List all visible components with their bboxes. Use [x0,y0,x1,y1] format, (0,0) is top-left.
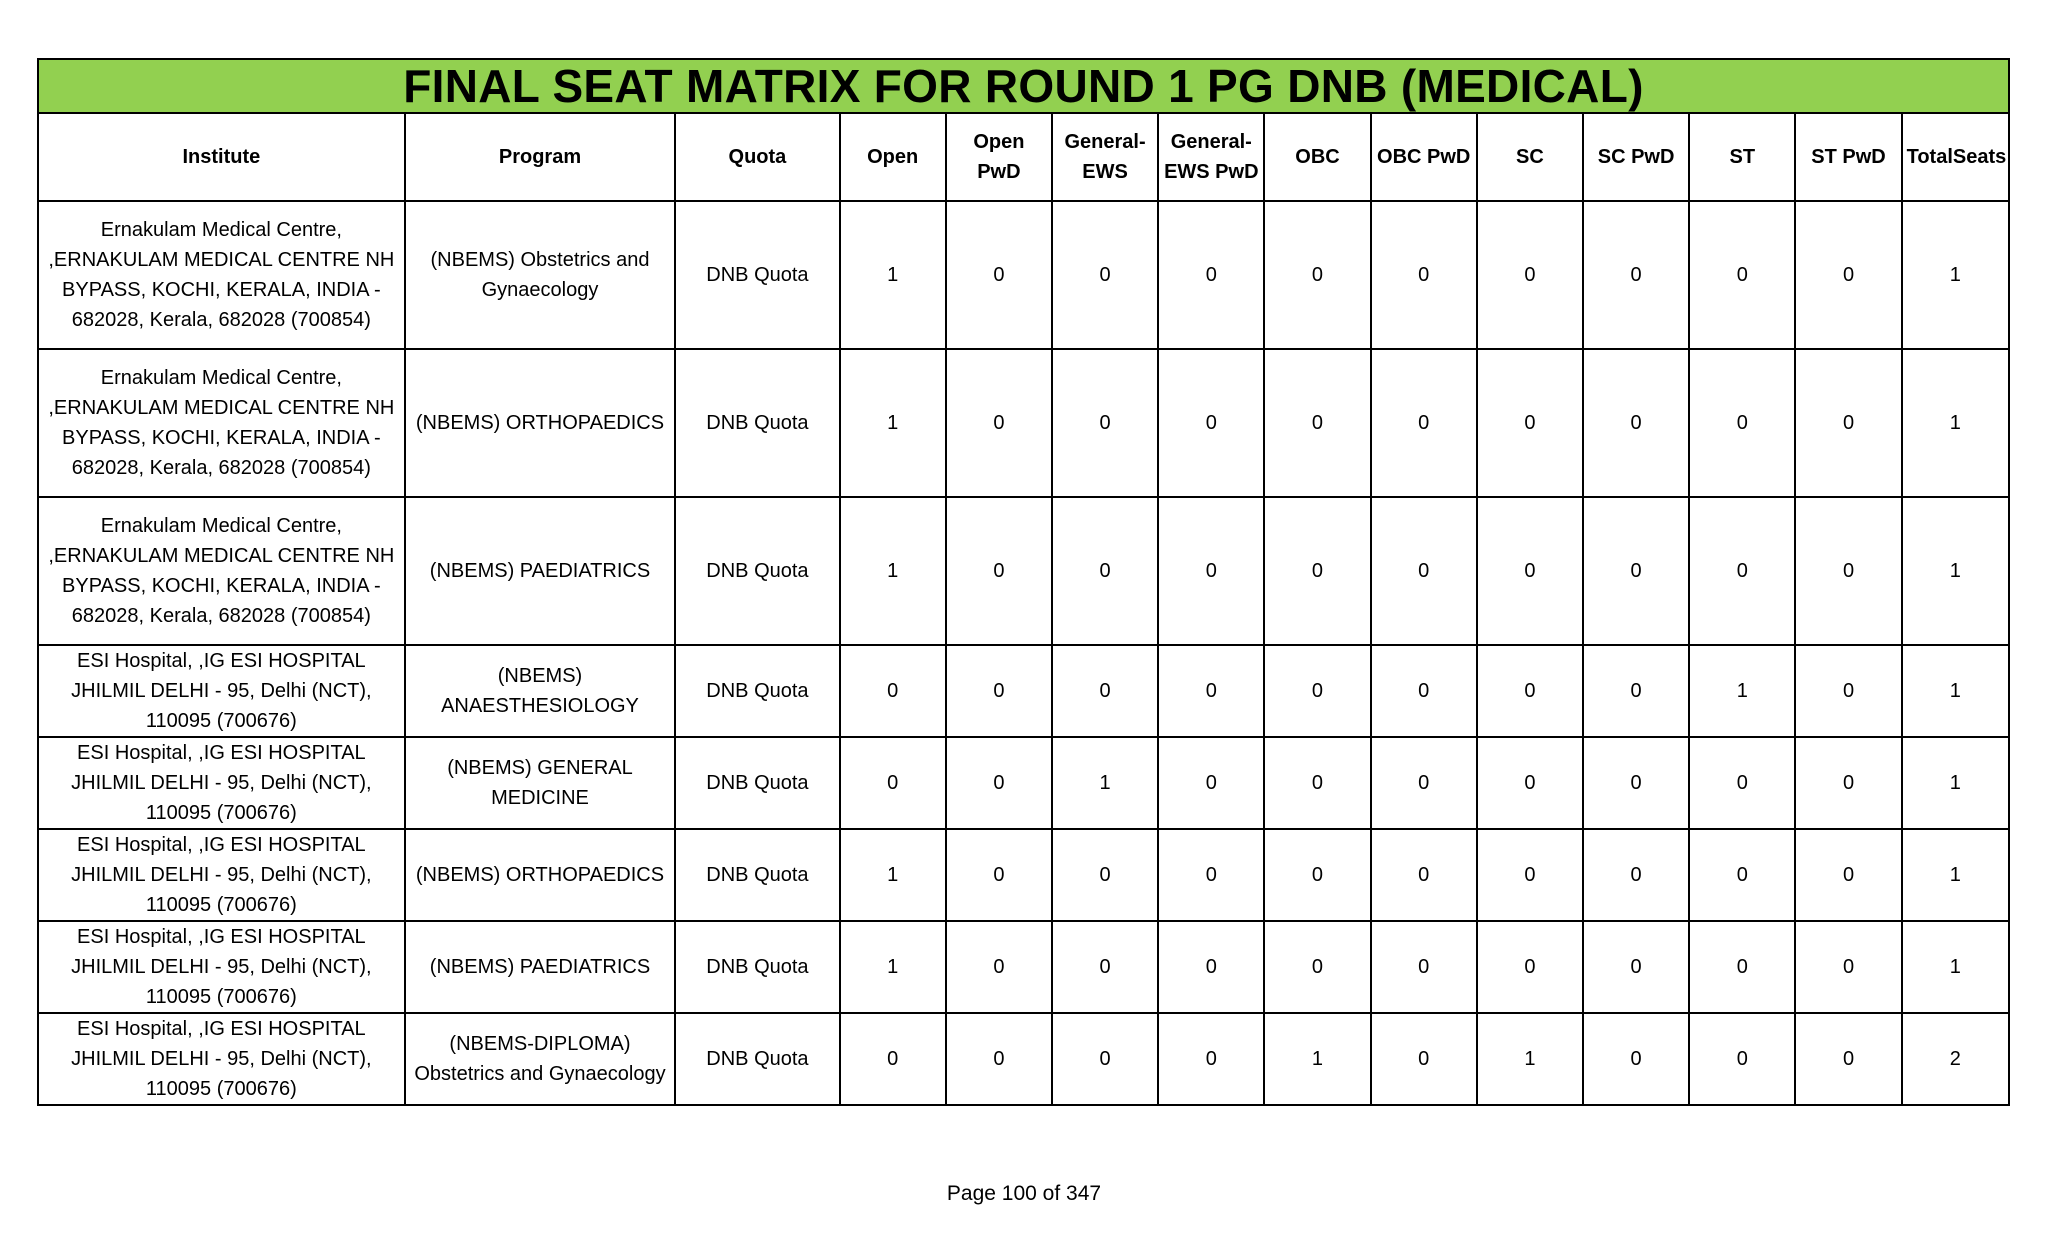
cell-total-seats: 1 [1902,921,2009,1013]
cell-obc: 0 [1264,349,1370,497]
header-institute: Institute [38,113,405,201]
cell-general-ews-pwd: 0 [1158,349,1264,497]
cell-obc: 0 [1264,737,1370,829]
cell-open-pwd: 0 [946,497,1052,645]
cell-st-pwd: 0 [1795,645,1901,737]
table-row [38,201,2009,349]
cell-open: 1 [840,829,946,921]
cell-sc-pwd: 0 [1583,1013,1689,1105]
cell-total-seats: 1 [1902,829,2009,921]
cell-sc: 0 [1477,349,1583,497]
cell-obc-pwd: 0 [1371,645,1477,737]
cell-open: 1 [840,201,946,349]
cell-sc: 0 [1477,737,1583,829]
header-st-pwd: ST PwD [1795,113,1901,201]
cell-open-pwd: 0 [946,201,1052,349]
cell-obc-pwd: 0 [1371,1013,1477,1105]
cell-general-ews-pwd: 0 [1158,921,1264,1013]
cell-st-pwd: 0 [1795,201,1901,349]
cell-quota: DNB Quota [675,737,839,829]
cell-general-ews: 0 [1052,497,1158,645]
cell-general-ews-pwd: 0 [1158,737,1264,829]
header-obc-pwd: OBC PwD [1371,113,1477,201]
cell-institute: Ernakulam Medical Centre, ,ERNAKULAM MEDICAL CENTRE NH BYPASS, KOCHI, KERALA, INDIA - 682028, Kerala, 682028 (700854) [38,497,405,645]
cell-institute: ESI Hospital, ,IG ESI HOSPITAL JHILMIL DELHI - 95, Delhi (NCT), 110095 (700676) [38,1013,405,1105]
cell-general-ews-pwd: 0 [1158,497,1264,645]
cell-sc-pwd: 0 [1583,829,1689,921]
cell-st: 0 [1689,201,1795,349]
cell-total-seats: 2 [1902,1013,2009,1105]
cell-st: 0 [1689,1013,1795,1105]
title-row [38,59,2009,113]
cell-st-pwd: 0 [1795,829,1901,921]
table-row [38,737,2009,829]
cell-sc: 1 [1477,1013,1583,1105]
cell-open-pwd: 0 [946,349,1052,497]
cell-open-pwd: 0 [946,645,1052,737]
cell-open: 1 [840,349,946,497]
cell-general-ews: 1 [1052,737,1158,829]
seat-matrix-table [37,58,2010,1106]
cell-general-ews-pwd: 0 [1158,829,1264,921]
cell-open: 1 [840,921,946,1013]
header-row [38,113,2009,201]
cell-general-ews-pwd: 0 [1158,1013,1264,1105]
cell-general-ews: 0 [1052,1013,1158,1105]
table-row [38,829,2009,921]
header-st: ST [1689,113,1795,201]
cell-sc-pwd: 0 [1583,201,1689,349]
cell-program: (NBEMS) ANAESTHESIOLOGY [405,645,676,737]
cell-open: 1 [840,497,946,645]
cell-open: 0 [840,645,946,737]
cell-obc: 1 [1264,1013,1370,1105]
cell-quota: DNB Quota [675,1013,839,1105]
cell-obc-pwd: 0 [1371,921,1477,1013]
cell-open: 0 [840,1013,946,1105]
cell-sc-pwd: 0 [1583,645,1689,737]
cell-sc-pwd: 0 [1583,921,1689,1013]
header-sc: SC [1477,113,1583,201]
cell-sc: 0 [1477,201,1583,349]
cell-st-pwd: 0 [1795,737,1901,829]
cell-institute: Ernakulam Medical Centre, ,ERNAKULAM MEDICAL CENTRE NH BYPASS, KOCHI, KERALA, INDIA - 682028, Kerala, 682028 (700854) [38,349,405,497]
cell-open: 0 [840,737,946,829]
cell-general-ews: 0 [1052,645,1158,737]
cell-st-pwd: 0 [1795,921,1901,1013]
cell-open-pwd: 0 [946,921,1052,1013]
cell-total-seats: 1 [1902,737,2009,829]
cell-st: 0 [1689,349,1795,497]
cell-st-pwd: 0 [1795,1013,1901,1105]
header-obc: OBC [1264,113,1370,201]
cell-sc: 0 [1477,829,1583,921]
cell-general-ews-pwd: 0 [1158,201,1264,349]
cell-sc: 0 [1477,645,1583,737]
cell-sc-pwd: 0 [1583,737,1689,829]
cell-total-seats: 1 [1902,645,2009,737]
table-row [38,645,2009,737]
table-row [38,497,2009,645]
table-row [38,349,2009,497]
cell-quota: DNB Quota [675,829,839,921]
cell-sc-pwd: 0 [1583,349,1689,497]
cell-program: (NBEMS-DIPLOMA) Obstetrics and Gynaecology [405,1013,676,1105]
cell-obc: 0 [1264,645,1370,737]
cell-program: (NBEMS) ORTHOPAEDICS [405,349,676,497]
page-number: Page 100 of 347 [946,1182,1102,1205]
cell-open-pwd: 0 [946,737,1052,829]
cell-obc: 0 [1264,497,1370,645]
header-general-ews: General-EWS [1052,113,1158,201]
cell-quota: DNB Quota [675,201,839,349]
cell-institute: ESI Hospital, ,IG ESI HOSPITAL JHILMIL DELHI - 95, Delhi (NCT), 110095 (700676) [38,829,405,921]
cell-obc-pwd: 0 [1371,829,1477,921]
cell-obc-pwd: 0 [1371,497,1477,645]
header-open-pwd: Open PwD [946,113,1052,201]
cell-st: 0 [1689,921,1795,1013]
cell-general-ews: 0 [1052,921,1158,1013]
cell-general-ews: 0 [1052,829,1158,921]
cell-st-pwd: 0 [1795,497,1901,645]
cell-quota: DNB Quota [675,349,839,497]
table-row [38,921,2009,1013]
header-general-ews-pwd: General-EWS PwD [1158,113,1264,201]
cell-general-ews: 0 [1052,349,1158,497]
cell-program: (NBEMS) ORTHOPAEDICS [405,829,676,921]
cell-open-pwd: 0 [946,1013,1052,1105]
header-quota: Quota [675,113,839,201]
cell-quota: DNB Quota [675,497,839,645]
cell-institute: ESI Hospital, ,IG ESI HOSPITAL JHILMIL DELHI - 95, Delhi (NCT), 110095 (700676) [38,737,405,829]
cell-general-ews: 0 [1052,201,1158,349]
cell-st: 0 [1689,497,1795,645]
header-program: Program [405,113,676,201]
cell-st: 0 [1689,737,1795,829]
cell-total-seats: 1 [1902,497,2009,645]
cell-obc: 0 [1264,829,1370,921]
cell-st: 1 [1689,645,1795,737]
page-title: FINAL SEAT MATRIX FOR ROUND 1 PG DNB (MEDICAL) [38,59,2009,113]
table-row [38,1013,2009,1105]
cell-obc: 0 [1264,921,1370,1013]
cell-program: (NBEMS) GENERAL MEDICINE [405,737,676,829]
header-open: Open [840,113,946,201]
cell-program: (NBEMS) Obstetrics and Gynaecology [405,201,676,349]
header-sc-pwd: SC PwD [1583,113,1689,201]
seat-matrix-sheet [37,58,2010,1106]
cell-st: 0 [1689,829,1795,921]
cell-quota: DNB Quota [675,921,839,1013]
cell-quota: DNB Quota [675,645,839,737]
cell-total-seats: 1 [1902,201,2009,349]
cell-sc: 0 [1477,921,1583,1013]
cell-st-pwd: 0 [1795,349,1901,497]
cell-sc: 0 [1477,497,1583,645]
header-total-seats: TotalSeats [1902,113,2009,201]
cell-sc-pwd: 0 [1583,497,1689,645]
cell-obc-pwd: 0 [1371,201,1477,349]
cell-program: (NBEMS) PAEDIATRICS [405,497,676,645]
cell-obc-pwd: 0 [1371,737,1477,829]
cell-open-pwd: 0 [946,829,1052,921]
cell-general-ews-pwd: 0 [1158,645,1264,737]
cell-institute: ESI Hospital, ,IG ESI HOSPITAL JHILMIL DELHI - 95, Delhi (NCT), 110095 (700676) [38,645,405,737]
cell-obc: 0 [1264,201,1370,349]
cell-total-seats: 1 [1902,349,2009,497]
cell-institute: Ernakulam Medical Centre, ,ERNAKULAM MEDICAL CENTRE NH BYPASS, KOCHI, KERALA, INDIA - 682028, Kerala, 682028 (700854) [38,201,405,349]
cell-obc-pwd: 0 [1371,349,1477,497]
cell-program: (NBEMS) PAEDIATRICS [405,921,676,1013]
cell-institute: ESI Hospital, ,IG ESI HOSPITAL JHILMIL DELHI - 95, Delhi (NCT), 110095 (700676) [38,921,405,1013]
